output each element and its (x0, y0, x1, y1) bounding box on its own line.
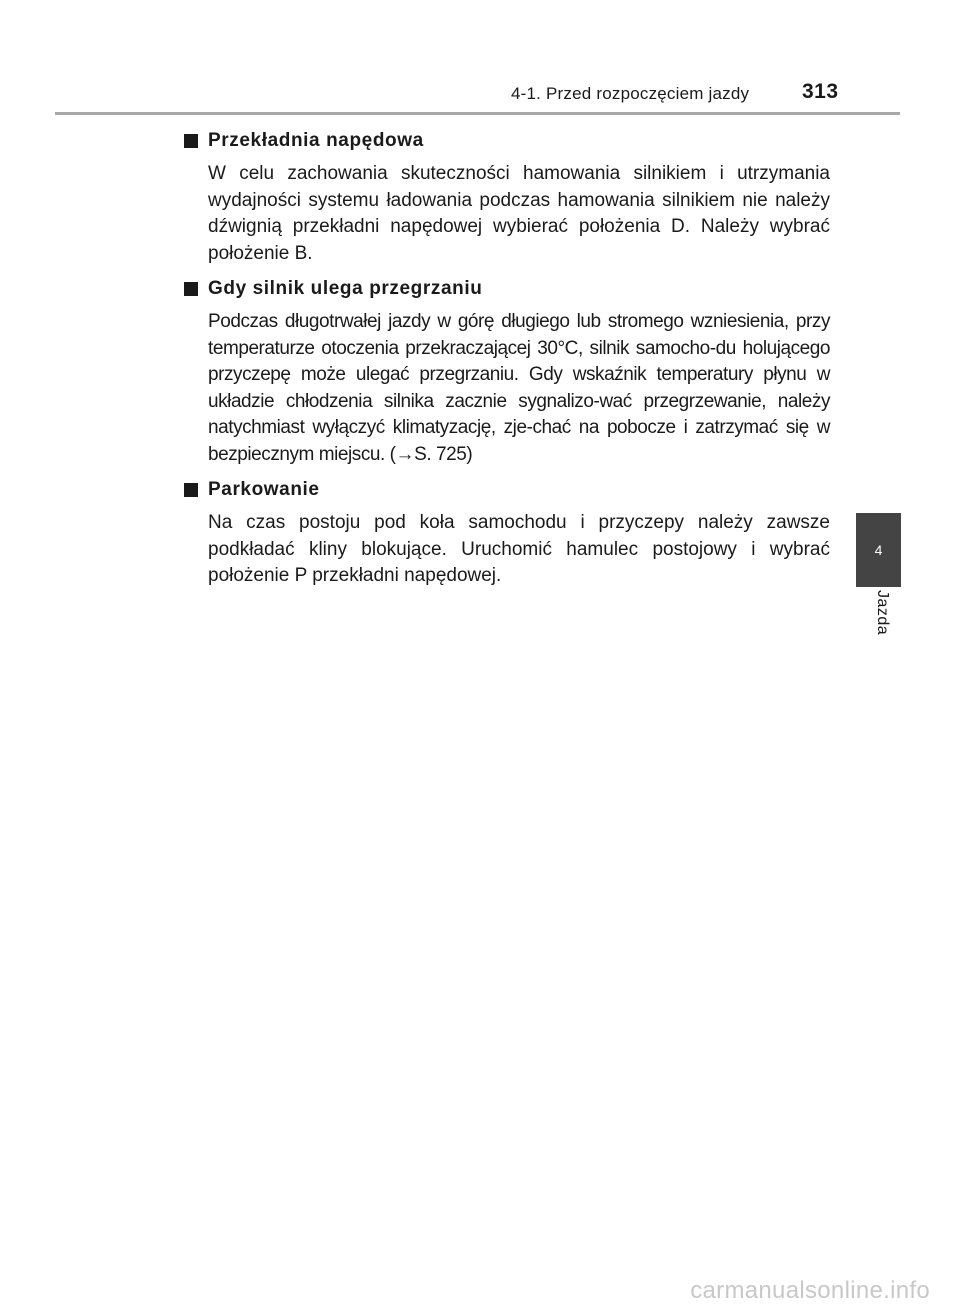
section-heading (182, 476, 830, 504)
section-title: Przekładnia napędowa (208, 130, 424, 151)
section-title: Parkowanie (208, 479, 320, 500)
section-transmission (182, 127, 830, 267)
chapter-tab (856, 513, 901, 587)
section-parking (182, 476, 830, 590)
chapter-number: 4 (874, 542, 883, 558)
page-content (182, 127, 830, 598)
running-header-section: 4-1. Przed rozpoczęciem jazdy (511, 84, 750, 103)
section-heading (182, 127, 830, 155)
section-paragraph: Na czas postoju pod koła samochodu i przyczepy należy zawsze podkładać kliny blokujące. Uruchomić hamulec postojowy i wybrać położenie P przekładni napędowej. (208, 512, 830, 586)
section-title: Gdy silnik ulega przegrzaniu (208, 278, 483, 299)
square-bullet-icon (184, 134, 198, 148)
section-paragraph: W celu zachowania skuteczności hamowania silnikiem i utrzymania wydajności systemu ładowania podczas hamowania silnikiem nie należy dźwignią przekładni napędowej wybierać położenia D. Należy wybrać położenie B. (208, 163, 830, 264)
page-number: 313 (802, 80, 839, 103)
watermark: carmanualsonline.info (690, 1277, 930, 1304)
section-paragraph: Podczas długotrwałej jazdy w górę długiego lub stromego wzniesienia, przy temperaturze otoczenia przekraczającej 30°C, silnik samocho-du holującego przyczepę może ulegać przegrzaniu. Gdy wskaźnik temperatury płynu w układzie chłodzenia silnika zacznie sygnalizo-wać przegrzewanie, należy natychmiast wyłączyć klimatyzację, zje-chać na pobocze i zatrzymać się w bezpiecznym miejscu. (→S. 725) (208, 311, 830, 465)
square-bullet-icon (184, 483, 198, 497)
square-bullet-icon (184, 282, 198, 296)
section-heading (182, 275, 830, 303)
section-overheating (182, 275, 830, 468)
chapter-label: Jazda (874, 590, 891, 636)
header-divider (55, 112, 900, 115)
